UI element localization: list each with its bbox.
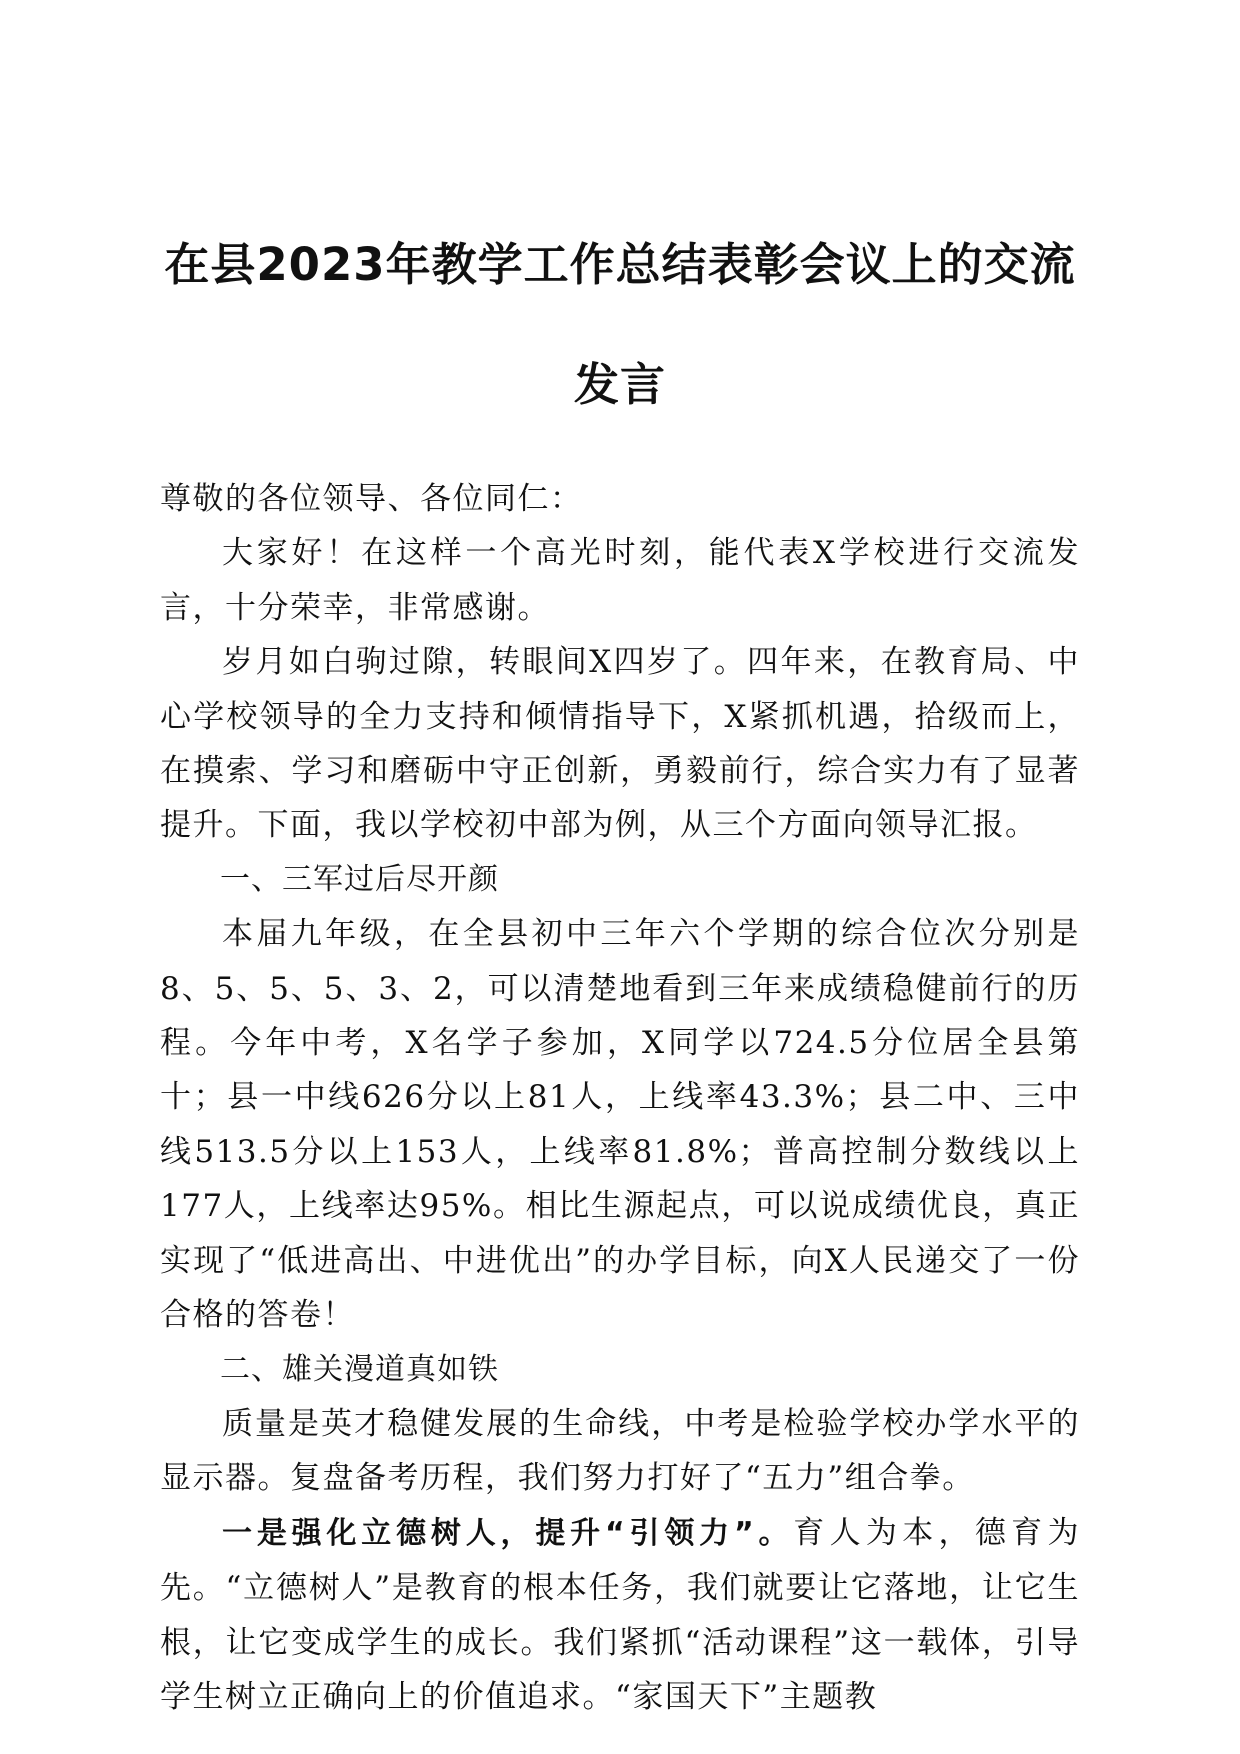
point-1-text: 育人为本，德育为先。“立德树人”是教育的根本任务，我们就要让它落地，让它生根，让它变成学生的成长。我们紧抓“活动课程”这一载体，引导学生树立正确向上的价值追求。“家国天下”主题教 — [160, 1514, 1081, 1715]
document-body — [160, 472, 1080, 1724]
section-1-paragraph: 本届九年级，在全县初中三年六个学期的综合位次分别是8、5、5、5、3、2，可以清楚地看到三年来成绩稳健前行的历程。今年中考，X名学子参加，X同学以724.5分位居全县第十；县一中线626分以上81人，上线率43.3%；县二中、三中线513.5分以上153人，上线率81.8%；普高控制分数线以上177人，上线率达95%。相比生源起点，可以说成绩优良，真正实现了“低进高出、中进优出”的办学目标，向X人民递交了一份合格的答卷！ — [160, 916, 1080, 1334]
section-heading-2: 二、雄关漫道真如铁 — [220, 1351, 499, 1387]
intro-paragraph: 岁月如白驹过隙，转眼间X四岁了。四年来，在教育局、中心学校领导的全力支持和倾情指导下，X紧抓机遇，拾级而上，在摸索、学习和磨砺中守正创新，勇毅前行，综合实力有了显著提升。下面，我以学校初中部为例，从三个方面向领导汇报。 — [160, 644, 1080, 844]
point-1-lead: 一是强化立德树人，提升“引领力”。 — [222, 1515, 794, 1551]
greeting-paragraph: 大家好！在这样一个高光时刻，能代表X学校进行交流发言，十分荣幸，非常感谢。 — [160, 535, 1080, 626]
document-title-line-1: 在县2023年教学工作总结表彰会议上的交流 — [164, 238, 1076, 291]
section-heading-1: 一、三军过后尽开颜 — [220, 861, 499, 897]
salutation: 尊敬的各位领导、各位同仁： — [160, 481, 583, 517]
section-2-paragraph: 质量是英才稳健发展的生命线，中考是检验学校办学水平的显示器。复盘备考历程，我们努力打好了“五力”组合拳。 — [160, 1405, 1080, 1497]
point-1-paragraph — [160, 1506, 1080, 1725]
document-title-line-2: 发言 — [573, 358, 666, 411]
